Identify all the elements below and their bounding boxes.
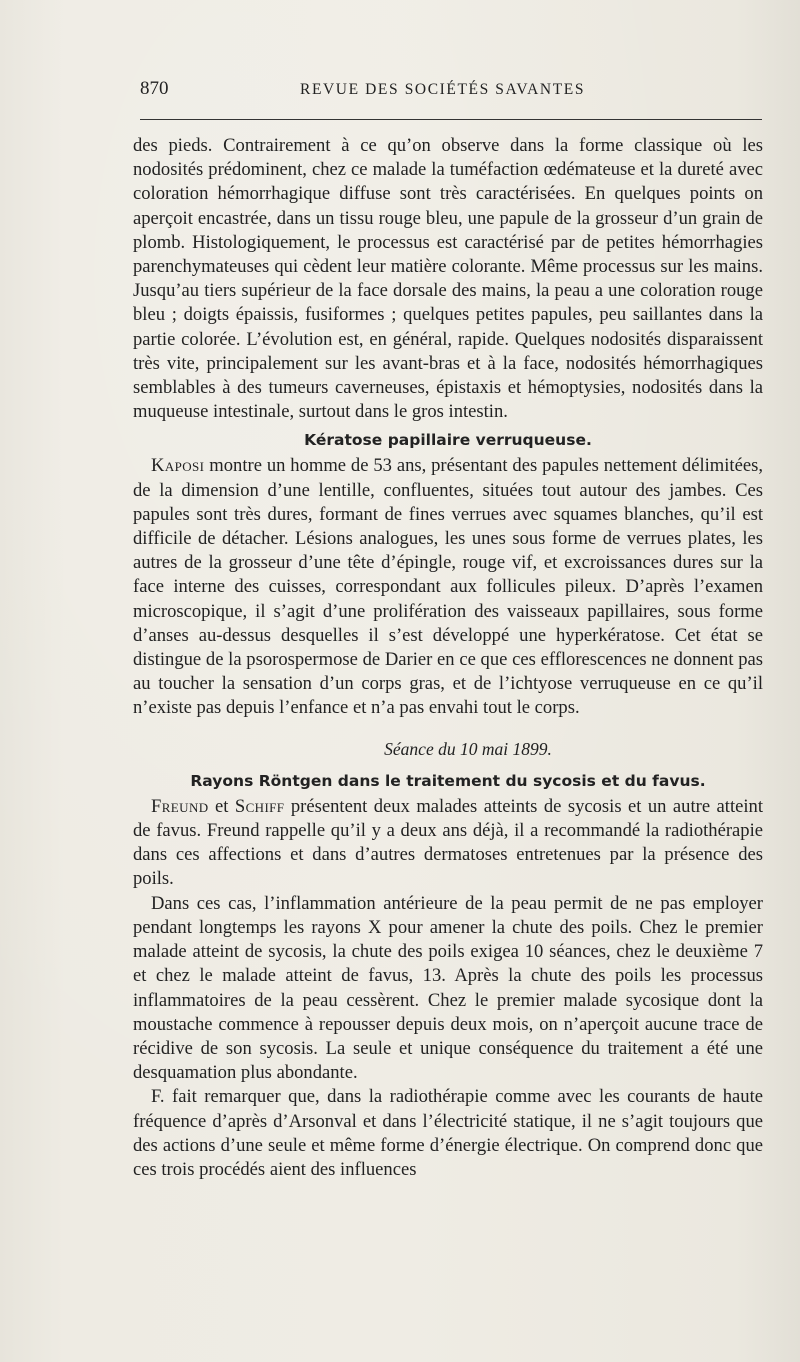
paragraph-text: présentent deux malades atteints de sycosis et un autre atteint de favus. Freund rappelle qu’il y a deux ans déjà, il a recommandé la radiothérapie dans ces affections et dans d’autres dermatoses entretenues par la présence des poils. (133, 795, 763, 890)
header-rule (140, 119, 762, 120)
article-body (133, 134, 763, 1182)
section-heading-keratose: Kératose papillaire verruqueuse. (304, 431, 592, 450)
author-name: Schiff (234, 795, 285, 817)
paragraph-text: et (208, 795, 235, 817)
page-number: 870 (140, 78, 169, 99)
paragraph-kaposi (133, 454, 763, 720)
paragraph-freund-schiff (133, 795, 763, 892)
paragraph-continuation: des pieds. Contrairement à ce qu’on observe dans la forme classique où les nodosités prédominent, chez ce malade la tuméfaction œdémateuse et la dureté avec coloration hémorrhagique diffuse sont très caractérisées. En quelques points on aperçoit encastrée, dans un tissu rouge bleu, une papule de la grosseur d’un grain de plomb. Histologiquement, le processus est caractérisé par de petites hémorrhagies parenchymateuses qui cèdent leur matière colorante. Même processus sur les mains. Jusqu’au tiers supérieur de la face dorsale des mains, la peau a une coloration rouge bleu ; doigts épaissis, fusiformes ; quelques petites papules, peu saillantes dans la partie colorée. L’évolution est, en général, rapide. Quelques nodosités disparaissent très vite, principalement sur les avant-bras et à la face, nodosités hémorrhagiques semblables à des tumeurs caverneuses, épistaxis et hémoptysies, nodosités dans la muqueuse intestinale, surtout dans le gros intestin. (133, 135, 763, 423)
running-head: REVUE DES SOCIÉTÉS SAVANTES (300, 81, 586, 98)
session-date: Séance du 10 mai 1899. (384, 738, 552, 759)
paragraph-text: montre un homme de 53 ans, présentant des papules nettement délimitées, de la dimension d’une lentille, confluentes, situées tout autour des jambes. Ces papules sont très dures, formant de fines verrues avec squames blanches, qu’il est difficile de détacher. Lésions analogues, les unes sous forme de verrues plates, les autres de la grosseur d’une tête d’épingle, rouge vif, et excroissances dures sur la face interne des cuisses, correspondant aux follicules pileux. D’après l’examen microscopique, il s’agit d’une prolifération des vaisseaux papillaires, sous forme d’anses au-dessus desquelles il s’est développé une hyperkératose. Cet état se distingue de la psorospermose de Darier en ce que ces efflorescences ne donnent pas au toucher la sensation d’un corps gras, et de l’ichtyose verruqueuse en ce qu’il n’existe pas depuis l’enfance et n’a pas envahi tout le corps. (133, 455, 763, 719)
author-name: Kaposi (151, 455, 205, 477)
paragraph-radiotherapie: F. fait remarquer que, dans la radiothérapie comme avec les courants de haute fréquence d’après d’Arsonval et dans l’électricité statique, il ne s’agit toujours que des actions d’une seule et même forme d’énergie électrique. On comprend donc que ces trois procédés aient des influences (133, 1086, 763, 1180)
author-name: Freund (151, 795, 209, 817)
section-heading-rontgen: Rayons Röntgen dans le traitement du sycosis et du favus. (190, 771, 706, 790)
page-header (140, 78, 760, 106)
paragraph-inflammation: Dans ces cas, l’inflammation antérieure de la peau permit de ne pas employer pendant longtemps les rayons X pour amener la chute des poils. Chez le premier malade atteint de sycosis, la chute des poils exigea 10 séances, chez le deuxième 7 et chez le malade atteint de favus, 13. Après la chute des poils les processus inflammatoires de la peau cessèrent. Chez le premier malade sycosique dont la moustache commence à repousser depuis deux mois, on n’aperçoit aucune trace de récidive de son sycosis. La seule et unique conséquence du traitement a été une desquamation plus abondante. (133, 892, 763, 1084)
